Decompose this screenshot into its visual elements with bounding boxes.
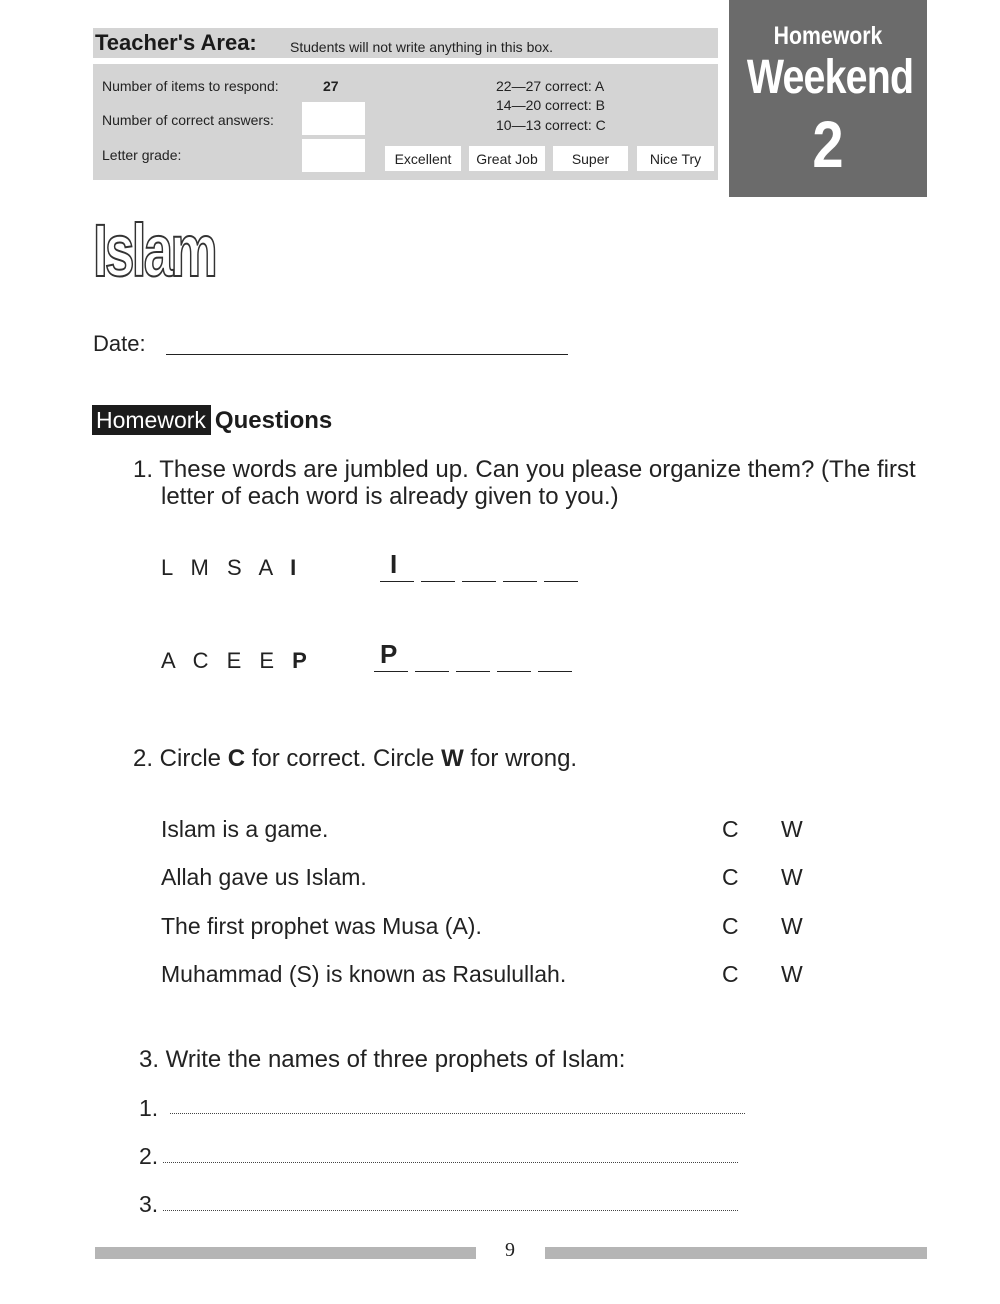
q1-text-line2: letter of each word is already given to you.) [161, 483, 619, 510]
given-letter-1: I [390, 549, 398, 579]
q1-text-line1: 1. These words are jumbled up. Can you please organize them? (The first [133, 456, 916, 483]
items-to-respond-label: Number of items to respond: [102, 78, 279, 94]
blank[interactable] [462, 581, 496, 582]
footer-bar-left [95, 1247, 476, 1259]
grade-scale-a: 22—27 correct: A [496, 78, 605, 94]
jumbled-first-letter-1: I [290, 555, 303, 580]
teachers-area [93, 28, 718, 180]
q2-mid: for correct. Circle [245, 745, 442, 772]
rating-great-job[interactable]: Great Job [469, 146, 545, 171]
option-c[interactable]: C [722, 961, 739, 987]
statement-3: The first prophet was Musa (A). [161, 913, 482, 939]
option-w[interactable]: W [781, 913, 803, 939]
statement-1: Islam is a game. [161, 816, 329, 842]
answer-number-2: 2. [139, 1143, 159, 1169]
blank[interactable] [497, 671, 531, 672]
grade-scale-c: 10—13 correct: C [496, 117, 606, 133]
jumbled-letters-1: L M S A [161, 555, 291, 580]
page-title: Islam [93, 209, 215, 292]
items-to-respond-value: 27 [323, 78, 339, 94]
section-tag: Homework [92, 405, 211, 435]
blank[interactable] [380, 581, 414, 582]
section-word: Questions [214, 407, 333, 434]
option-w[interactable]: W [781, 864, 803, 890]
given-letter-2: P [380, 639, 398, 669]
option-c[interactable]: C [722, 816, 739, 842]
jumbled-word-1 [161, 555, 302, 581]
blank[interactable] [374, 671, 408, 672]
date-field[interactable] [166, 354, 568, 355]
option-w[interactable]: W [781, 816, 803, 842]
q2-instruction [133, 745, 577, 773]
statement-2: Allah gave us Islam. [161, 864, 367, 890]
tab-weekend-label: Weekend [746, 51, 914, 104]
option-c[interactable]: C [722, 913, 739, 939]
teachers-area-header [93, 28, 718, 64]
page-number: 9 [505, 1239, 515, 1261]
letter-grade-label: Letter grade: [102, 147, 182, 163]
jumbled-letters-2: A C E E [161, 648, 293, 673]
q3-text: 3. Write the names of three prophets of Islam: [139, 1046, 626, 1073]
section-heading [92, 405, 332, 435]
statement-4: Muhammad (S) is known as Rasulullah. [161, 961, 567, 987]
answer-blanks-1[interactable] [380, 549, 580, 582]
jumbled-word-2 [161, 648, 313, 674]
blank[interactable] [415, 671, 449, 672]
q2-suffix: for wrong. [463, 745, 578, 772]
grade-scale-b: 14—20 correct: B [496, 97, 605, 113]
rating-nice-try[interactable]: Nice Try [637, 146, 714, 171]
correct-answers-label: Number of correct answers: [102, 112, 274, 128]
q2-prefix: 2. Circle [133, 745, 228, 772]
blank[interactable] [544, 581, 578, 582]
teachers-area-note: Students will not write anything in this box. [290, 39, 554, 55]
answer-number-3: 3. [139, 1191, 159, 1217]
answer-number-1: 1. [139, 1095, 159, 1121]
rating-excellent[interactable]: Excellent [385, 146, 461, 171]
correct-answers-box[interactable] [302, 102, 365, 135]
date-label: Date: [93, 331, 146, 356]
answer-line-3[interactable] [163, 1210, 738, 1211]
answer-line-1[interactable] [170, 1113, 745, 1114]
q2-c-bold: C [227, 745, 246, 772]
teachers-area-title: Teacher's Area: [95, 30, 257, 55]
blank[interactable] [421, 581, 455, 582]
answer-line-2[interactable] [163, 1162, 738, 1163]
letter-grade-box[interactable] [302, 139, 365, 172]
blank[interactable] [503, 581, 537, 582]
q2-w-bold: W [441, 745, 464, 772]
rating-super[interactable]: Super [553, 146, 628, 171]
homework-weekend-tab [729, 0, 927, 197]
tab-weekend-number: 2 [812, 107, 844, 181]
tab-homework-label: Homework [773, 22, 883, 50]
jumbled-first-letter-2: P [292, 648, 313, 673]
footer-bar-right [545, 1247, 927, 1259]
answer-blanks-2[interactable] [374, 639, 574, 672]
option-c[interactable]: C [722, 864, 739, 890]
blank[interactable] [538, 671, 572, 672]
blank[interactable] [456, 671, 490, 672]
option-w[interactable]: W [781, 961, 803, 987]
